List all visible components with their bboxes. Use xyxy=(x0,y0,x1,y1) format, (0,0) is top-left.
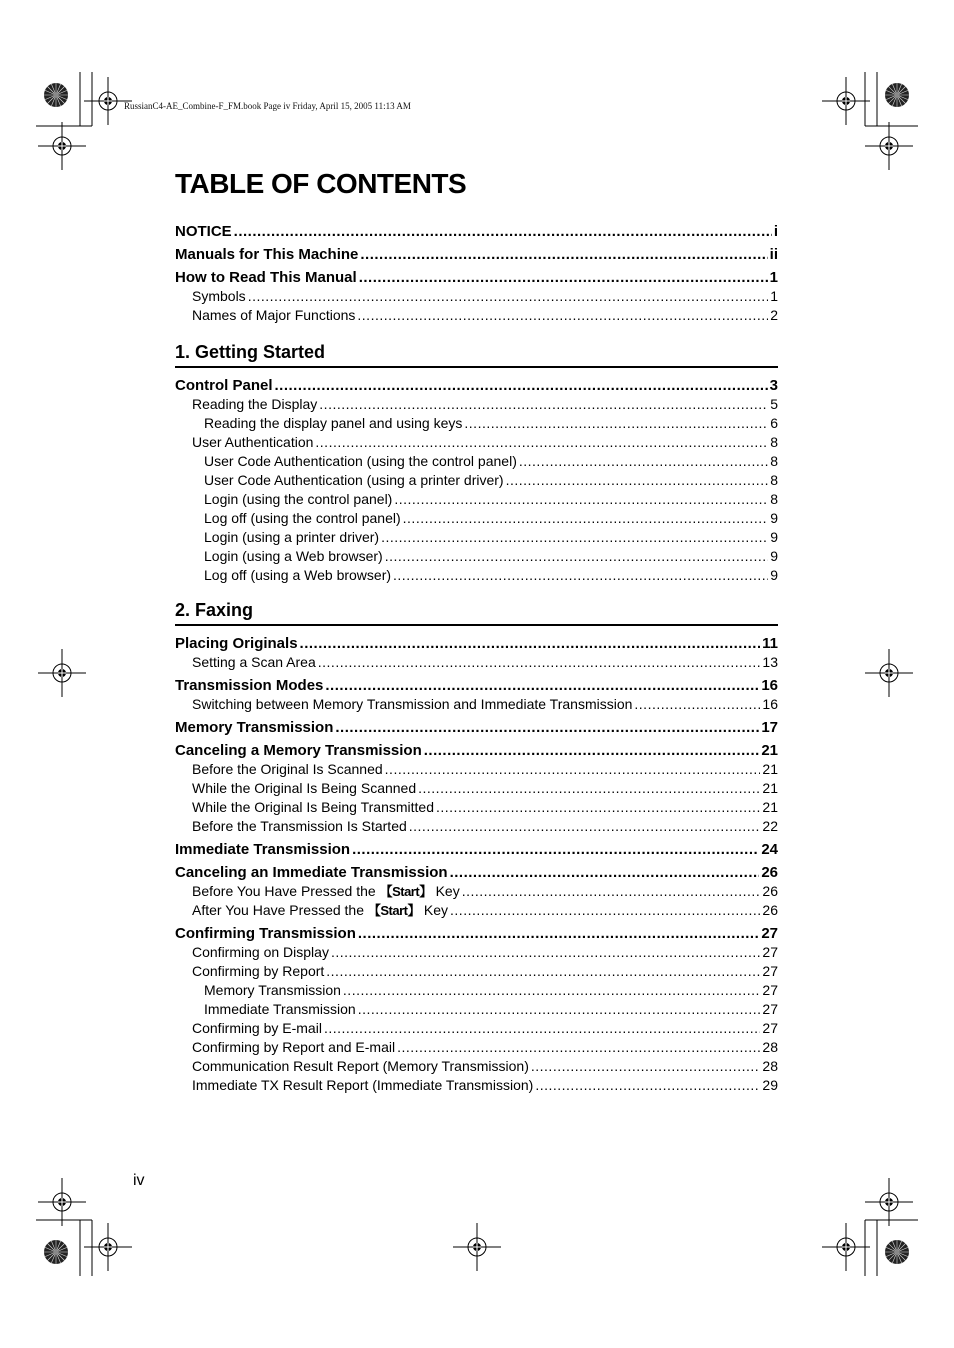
dot-leader xyxy=(464,414,768,433)
toc-entry-page: 21 xyxy=(762,761,778,777)
toc-entry-title xyxy=(204,981,341,1000)
chapter-heading: 2. Faxing xyxy=(175,596,778,626)
toc-entry xyxy=(175,222,778,241)
page-title: TABLE OF CONTENTS xyxy=(175,168,467,199)
dot-leader xyxy=(359,268,768,287)
dot-leader xyxy=(409,817,761,836)
dot-leader xyxy=(343,981,761,1000)
toc-entry xyxy=(175,840,778,859)
dot-leader xyxy=(462,882,761,901)
dot-leader xyxy=(234,222,772,241)
toc-entry-title-text: Confirming Transmission xyxy=(175,925,356,942)
toc-entry-page: 17 xyxy=(761,719,778,736)
toc-entry-title xyxy=(192,817,407,836)
toc-entry-title xyxy=(192,287,246,306)
toc-entry-title xyxy=(192,1019,322,1038)
toc-entry xyxy=(175,414,778,433)
toc-entry-title-text: Setting a Scan Area xyxy=(192,654,316,670)
toc-entry xyxy=(175,817,778,836)
toc-entry-page: 27 xyxy=(762,982,778,998)
toc-entry-title xyxy=(192,798,434,817)
toc-entry xyxy=(175,547,778,566)
toc-entry-title-text: Immediate Transmission xyxy=(204,1001,356,1017)
toc-entry-page: 2 xyxy=(770,307,778,323)
toc-entry-title-text: NOTICE xyxy=(175,223,232,240)
toc-entry-page: 21 xyxy=(761,742,778,759)
dot-leader xyxy=(397,1038,760,1057)
toc-entry-page: 27 xyxy=(761,925,778,942)
toc-entry-title xyxy=(192,695,632,714)
toc-entry-page: 21 xyxy=(762,780,778,796)
toc-entry-title-text: Confirming by Report and E-mail xyxy=(192,1039,396,1055)
chapter-heading: 1. Getting Started xyxy=(175,338,778,368)
toc-entry-title-text: Reading the display panel and using keys xyxy=(204,415,463,431)
toc-entry-page: 29 xyxy=(762,1077,778,1093)
toc-entry-page: 26 xyxy=(762,883,778,899)
toc-entry-page: 3 xyxy=(769,377,778,394)
dot-leader xyxy=(358,924,759,943)
toc-entry-title xyxy=(204,1000,356,1019)
toc-entry-title xyxy=(192,433,313,452)
toc-entry-page: 6 xyxy=(770,415,778,431)
toc-entry-title xyxy=(204,528,379,547)
page-number: iv xyxy=(133,1172,145,1189)
registration-cross-icon xyxy=(84,1223,132,1271)
toc-entry-page: 28 xyxy=(762,1039,778,1055)
toc-entry-page: 8 xyxy=(770,453,778,469)
toc-entry xyxy=(175,718,778,737)
toc-entry xyxy=(175,981,778,1000)
toc-front-matter xyxy=(175,222,778,325)
toc-entry-title-text: Placing Originals xyxy=(175,635,298,652)
toc-entry-title xyxy=(204,547,383,566)
toc-entry-title xyxy=(204,414,462,433)
toc-entry-title xyxy=(192,1057,529,1076)
toc-entry-title-text: Reading the Display xyxy=(192,396,318,412)
toc-entry-page: 28 xyxy=(762,1058,778,1074)
dot-leader xyxy=(331,943,760,962)
toc-entry xyxy=(175,287,778,306)
toc-entry-list xyxy=(175,376,778,585)
toc-entry-title xyxy=(175,268,357,287)
registration-cross-icon xyxy=(865,1178,913,1226)
dot-leader xyxy=(300,634,761,653)
start-key-label: 【Start】 xyxy=(379,884,432,899)
toc-entry-title xyxy=(192,1076,533,1095)
toc-entry-title-suffix: Key xyxy=(431,883,460,899)
dot-leader xyxy=(450,863,760,882)
toc-entry xyxy=(175,924,778,943)
toc-entry-page: 27 xyxy=(762,1001,778,1017)
toc-entry-title xyxy=(175,222,232,241)
registration-star-icon xyxy=(885,83,909,107)
toc-entry xyxy=(175,943,778,962)
toc-entry xyxy=(175,779,778,798)
toc-entry-title-text: Immediate TX Result Report (Immediate Transmission) xyxy=(192,1077,534,1093)
toc-entry xyxy=(175,395,778,414)
toc-entry-title-text: How to Read This Manual xyxy=(175,269,357,286)
toc-entry xyxy=(175,471,778,490)
toc-entry-title xyxy=(192,760,383,779)
toc-entry xyxy=(175,509,778,528)
toc-entry-list xyxy=(175,634,778,1095)
toc-entry xyxy=(175,1038,778,1057)
print-header: RussianC4-AE_Combine-F_FM.book Page iv Friday, April 15, 2005 11:13 AM xyxy=(124,101,411,111)
toc-entry-page: 9 xyxy=(770,529,778,545)
toc-entry xyxy=(175,452,778,471)
toc-entry-title-text: User Authentication xyxy=(192,434,314,450)
toc-entry-title-text: User Code Authentication (using a printer driver) xyxy=(204,472,504,488)
registration-cross-icon xyxy=(38,1178,86,1226)
dot-leader xyxy=(450,901,760,920)
toc-entry xyxy=(175,1076,778,1095)
dot-leader xyxy=(385,547,768,566)
toc-entry-title xyxy=(192,943,329,962)
toc-entry-page: i xyxy=(773,223,778,240)
toc-entry-title xyxy=(175,718,333,737)
toc-entry xyxy=(175,490,778,509)
toc-entry xyxy=(175,695,778,714)
toc-entry xyxy=(175,798,778,817)
toc-entry-page: 27 xyxy=(762,963,778,979)
toc-entry-title-text: While the Original Is Being Scanned xyxy=(192,780,417,796)
toc-entry-title-text: Switching between Memory Transmission and Immediate Transmission xyxy=(192,696,633,712)
toc-entry-title-text: Confirming by E-mail xyxy=(192,1020,322,1036)
dot-leader xyxy=(324,1019,760,1038)
toc-entry-title xyxy=(192,306,355,325)
toc-entry-page: 27 xyxy=(762,1020,778,1036)
toc-entry-title-text: User Code Authentication (using the control panel) xyxy=(204,453,517,469)
toc-entry-title-text: Log off (using a Web browser) xyxy=(204,567,392,583)
toc-entry-title-text: Confirming on Display xyxy=(192,944,329,960)
toc-entry xyxy=(175,376,778,395)
toc-entry-page: 26 xyxy=(762,902,778,918)
toc-entry-title-text: Before the Transmission Is Started xyxy=(192,818,407,834)
dot-leader xyxy=(319,395,768,414)
toc-entry-page: 9 xyxy=(770,510,778,526)
toc-entry-page: 27 xyxy=(762,944,778,960)
toc-entry-title-suffix: Key xyxy=(420,902,449,918)
registration-cross-icon xyxy=(38,649,86,697)
dot-leader xyxy=(326,962,760,981)
toc-entry xyxy=(175,634,778,653)
toc-entry-title-text: After You Have Pressed the xyxy=(192,902,368,918)
toc-entry-title xyxy=(175,741,422,760)
toc-entry-title-text: Memory Transmission xyxy=(175,719,334,736)
toc-entry-title-text: Transmission Modes xyxy=(175,677,324,694)
toc-entry-title-text: Immediate Transmission xyxy=(175,841,351,858)
toc-entry-title xyxy=(204,566,391,585)
toc-entry-page: 8 xyxy=(770,434,778,450)
toc-entry-title xyxy=(192,882,460,901)
toc-entry-page: 9 xyxy=(770,548,778,564)
dot-leader xyxy=(436,798,760,817)
toc-entry-title xyxy=(175,924,356,943)
dot-leader xyxy=(335,718,759,737)
toc-entry-title xyxy=(192,962,324,981)
dot-leader xyxy=(519,452,768,471)
toc-entry-title xyxy=(204,490,392,509)
toc-entry-title xyxy=(192,779,416,798)
toc-entry-title-text: While the Original Is Being Transmitted xyxy=(192,799,434,815)
registration-star-icon xyxy=(44,83,68,107)
dot-leader xyxy=(315,433,768,452)
dot-leader xyxy=(360,245,767,264)
toc-entry xyxy=(175,1057,778,1076)
toc-entry-title-text: Log off (using the control panel) xyxy=(204,510,401,526)
toc-entry-title xyxy=(175,245,358,264)
toc-entry-title-text: Login (using a Web browser) xyxy=(204,548,383,564)
start-key-label: 【Start】 xyxy=(367,903,421,918)
registration-cross-icon xyxy=(865,122,913,170)
toc-entry-page: 26 xyxy=(761,864,778,881)
toc-entry-page: ii xyxy=(769,246,778,263)
dot-leader xyxy=(531,1057,761,1076)
dot-leader xyxy=(535,1076,760,1095)
dot-leader xyxy=(385,760,761,779)
registration-star-icon xyxy=(44,1240,68,1264)
dot-leader xyxy=(325,676,759,695)
dot-leader xyxy=(424,741,760,760)
toc-entry-title-text: Before the Original Is Scanned xyxy=(192,761,383,777)
toc-entry xyxy=(175,962,778,981)
toc-entry-title xyxy=(204,509,401,528)
toc-entry-page: 1 xyxy=(770,288,778,304)
registration-cross-icon xyxy=(38,122,86,170)
dot-leader xyxy=(506,471,769,490)
toc-entry-title-text: Communication Result Report (Memory Transmission) xyxy=(192,1058,529,1074)
toc-entry-title-text: Control Panel xyxy=(175,377,273,394)
dot-leader xyxy=(393,566,768,585)
toc-entry-title xyxy=(192,901,448,920)
toc-entry-title-text: Manuals for This Machine xyxy=(175,246,359,263)
toc-entry-title xyxy=(175,676,323,695)
toc-entry-title xyxy=(175,634,298,653)
registration-cross-icon xyxy=(453,1223,501,1271)
toc-entry-title xyxy=(204,452,517,471)
toc-entry xyxy=(175,741,778,760)
toc-entry-title-text: Login (using a printer driver) xyxy=(204,529,380,545)
dot-leader xyxy=(403,509,769,528)
toc-entry-title-text: Before You Have Pressed the xyxy=(192,883,380,899)
dot-leader xyxy=(418,779,760,798)
toc-entry-title xyxy=(192,1038,395,1057)
toc-entry-title-text: Canceling an Immediate Transmission xyxy=(175,864,448,881)
toc-entry-page: 21 xyxy=(762,799,778,815)
toc-entry xyxy=(175,901,778,920)
toc-entry-title-text: Login (using the control panel) xyxy=(204,491,393,507)
toc-entry xyxy=(175,863,778,882)
toc-entry-page: 1 xyxy=(769,269,778,286)
dot-leader xyxy=(248,287,769,306)
toc-entry-page: 16 xyxy=(762,696,778,712)
toc-entry-page: 16 xyxy=(761,677,778,694)
toc-entry-title xyxy=(175,840,350,859)
toc-entry-title xyxy=(175,863,448,882)
toc-chapter-2 xyxy=(175,596,778,1095)
toc-entry-title xyxy=(204,471,504,490)
dot-leader xyxy=(394,490,768,509)
toc-entry-page: 8 xyxy=(770,491,778,507)
toc-entry-page: 24 xyxy=(761,841,778,858)
toc-entry xyxy=(175,653,778,672)
toc-entry-page: 22 xyxy=(762,818,778,834)
dot-leader xyxy=(318,653,761,672)
toc-entry-page: 11 xyxy=(762,635,778,652)
dot-leader xyxy=(352,840,759,859)
toc-entry xyxy=(175,882,778,901)
toc-entry xyxy=(175,306,778,325)
toc-entry-title-text: Symbols xyxy=(192,288,246,304)
toc-entry-title-text: Names of Major Functions xyxy=(192,307,356,323)
toc-entry xyxy=(175,676,778,695)
toc-entry-title xyxy=(175,376,273,395)
registration-cross-icon xyxy=(865,649,913,697)
toc-entry-page: 9 xyxy=(770,567,778,583)
toc-entry-title-text: Memory Transmission xyxy=(204,982,341,998)
toc-entry-page: 5 xyxy=(770,396,778,412)
toc-entry-title-text: Confirming by Report xyxy=(192,963,325,979)
toc-entry-page: 13 xyxy=(762,654,778,670)
toc-entry xyxy=(175,760,778,779)
toc-entry-page: 8 xyxy=(770,472,778,488)
dot-leader xyxy=(357,306,768,325)
dot-leader xyxy=(381,528,768,547)
toc-entry xyxy=(175,528,778,547)
dot-leader xyxy=(358,1000,761,1019)
registration-cross-icon xyxy=(822,1223,870,1271)
dot-leader xyxy=(634,695,760,714)
toc-entry xyxy=(175,433,778,452)
registration-cross-icon xyxy=(822,77,870,125)
toc-entry-title-text: Canceling a Memory Transmission xyxy=(175,742,422,759)
registration-star-icon xyxy=(885,1240,909,1264)
toc-entry xyxy=(175,245,778,264)
toc-entry xyxy=(175,566,778,585)
toc-entry xyxy=(175,1019,778,1038)
toc-chapter-1 xyxy=(175,338,778,585)
toc-entry xyxy=(175,268,778,287)
toc-entry-title xyxy=(192,395,317,414)
toc-entry xyxy=(175,1000,778,1019)
toc-entry-title xyxy=(192,653,316,672)
dot-leader xyxy=(275,376,768,395)
